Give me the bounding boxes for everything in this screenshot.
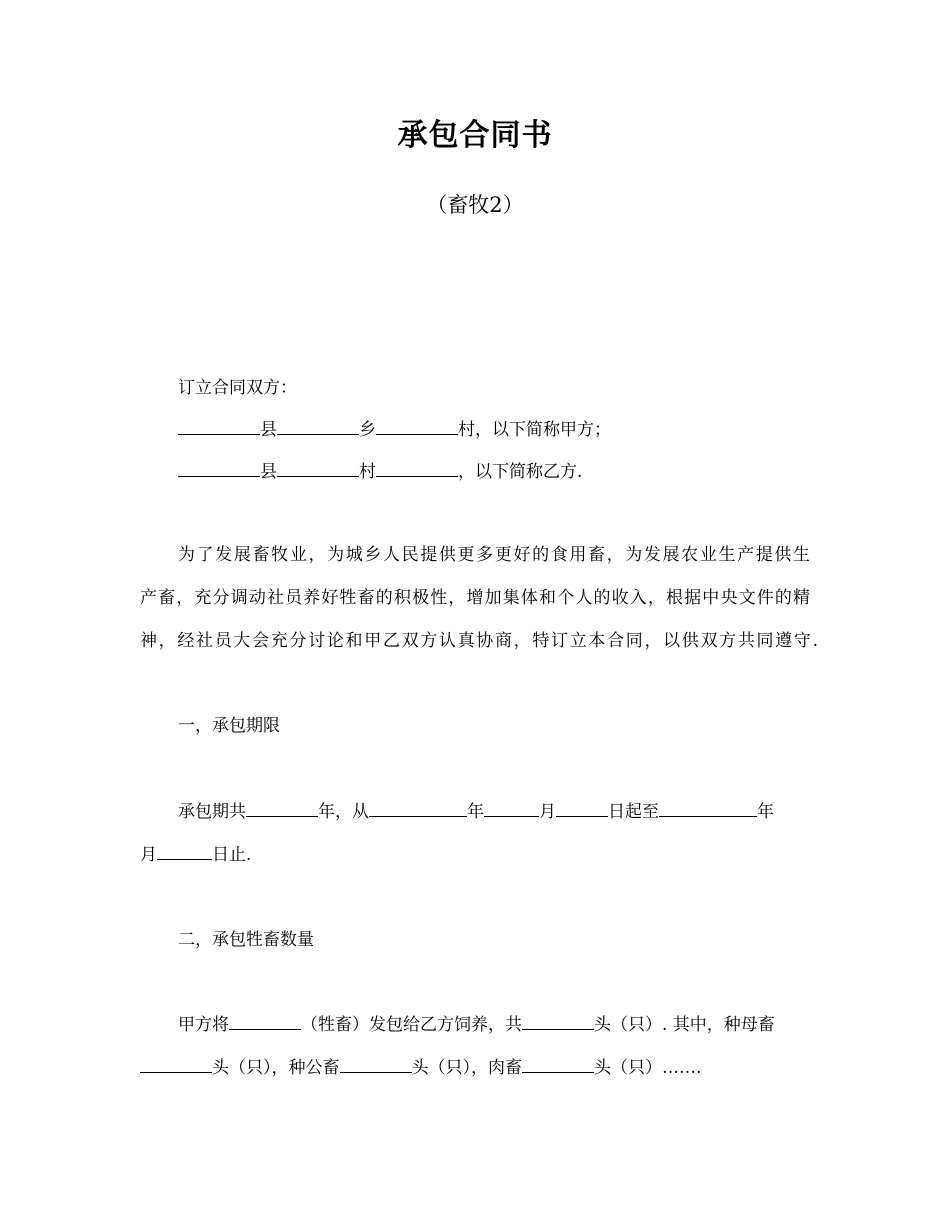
section-2-heading: 二，承包牲畜数量 <box>178 930 314 950</box>
meat-animal-count-blank[interactable] <box>522 1054 594 1073</box>
term-from-label: 年，从 <box>318 802 369 822</box>
party-b-village-label: 村 <box>359 462 376 482</box>
livestock-assign-label: （牲畜）发包给乙方饲养，共 <box>301 1015 522 1035</box>
party-b-village-blank[interactable] <box>277 458 359 477</box>
party-b-county-blank[interactable] <box>178 458 260 477</box>
party-a-village-suffix: 村，以下简称甲方； <box>458 420 611 440</box>
end-year-blank[interactable] <box>659 798 757 817</box>
section-2-line-2 <box>140 1054 820 1082</box>
party-a-county-blank[interactable] <box>178 416 260 435</box>
term-label: 承包期共 <box>178 802 246 822</box>
party-b-county-label: 县 <box>260 462 277 482</box>
end-day-label: 日止. <box>212 845 252 865</box>
breeding-male-count-blank[interactable] <box>340 1054 412 1073</box>
section-1-heading: 一，承包期限 <box>178 716 280 736</box>
meat-animal-label: 头（只），肉畜 <box>411 1058 522 1078</box>
livestock-label: 甲方将 <box>178 1015 229 1035</box>
section-2-line-1 <box>178 1011 828 1039</box>
start-month-label: 月 <box>539 802 556 822</box>
preamble-line-1: 为了发展畜牧业，为城乡人民提供更多更好的食用畜，为发展农业生产提供生 <box>178 545 810 565</box>
party-b-name-blank[interactable] <box>376 458 458 477</box>
preamble-line-2: 产畜，充分调动社员养好牲畜的积极性，增加集体和个人的收入，根据中央文件的精 <box>140 588 810 608</box>
start-day-blank[interactable] <box>556 798 608 817</box>
party-a-village-blank[interactable] <box>376 416 458 435</box>
section-1-line-1 <box>178 798 828 826</box>
party-a-township-label: 乡 <box>359 420 376 440</box>
preamble-line-3: 神，经社员大会充分讨论和甲乙双方认真协商，特订立本合同，以供双方共同遵守. <box>140 631 818 651</box>
party-b-suffix: ，以下简称乙方. <box>458 462 583 482</box>
party-a-township-blank[interactable] <box>277 416 359 435</box>
end-month-label: 月 <box>140 845 157 865</box>
party-a-county-label: 县 <box>260 420 277 440</box>
livestock-total-blank[interactable] <box>522 1011 594 1030</box>
document-title: 承包合同书 <box>397 118 553 153</box>
document-subtitle: （畜牧2） <box>426 193 524 217</box>
livestock-type-blank[interactable] <box>229 1011 301 1030</box>
parties-heading: 订立合同双方： <box>178 378 297 398</box>
term-years-blank[interactable] <box>246 798 318 817</box>
party-a-line <box>178 416 828 444</box>
end-year-label: 年 <box>757 802 774 822</box>
livestock-breeding-female-label: 头（只）. 其中，种母畜 <box>594 1015 775 1035</box>
end-day-blank[interactable] <box>157 841 212 860</box>
breeding-female-count-blank[interactable] <box>140 1054 212 1073</box>
start-month-blank[interactable] <box>484 798 539 817</box>
start-year-label: 年 <box>467 802 484 822</box>
party-b-line <box>178 458 828 486</box>
section-2-ending: 头（只）……. <box>594 1058 702 1078</box>
breeding-male-label: 头（只），种公畜 <box>212 1058 340 1078</box>
start-day-label: 日起至 <box>608 802 659 822</box>
start-year-blank[interactable] <box>369 798 467 817</box>
section-1-line-2 <box>140 841 820 869</box>
